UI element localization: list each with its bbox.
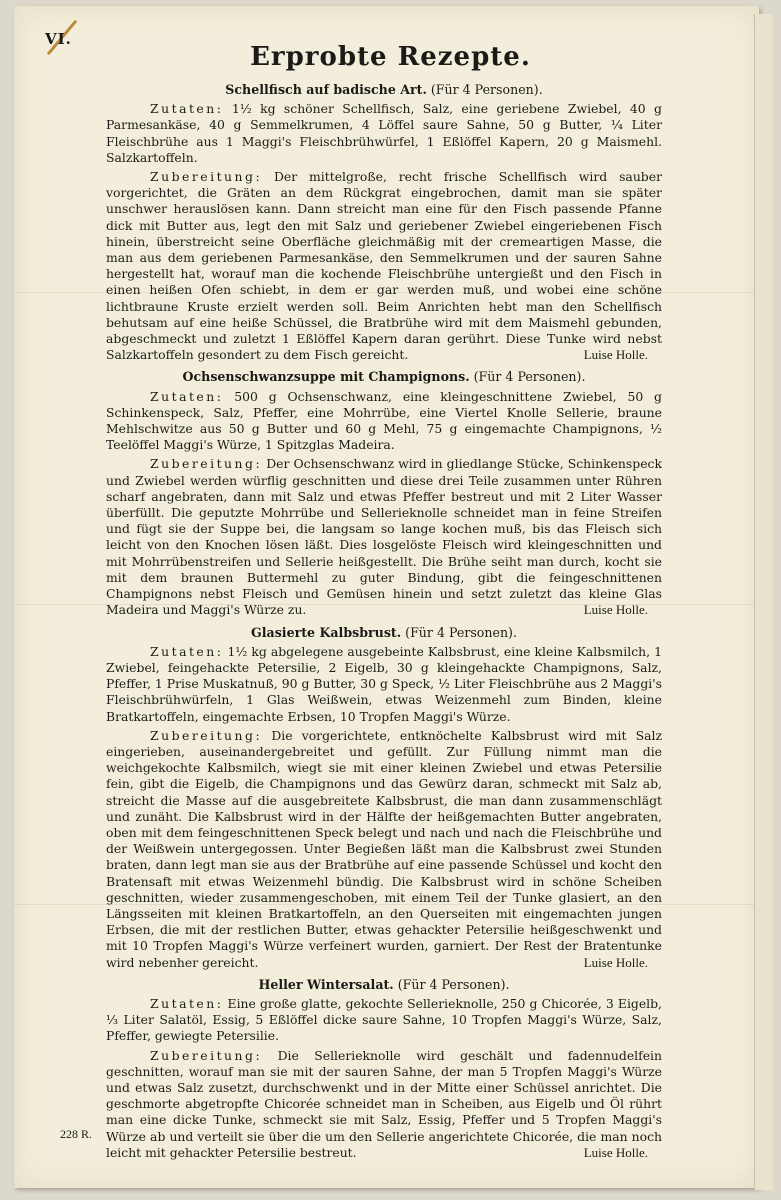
preparation-text: Die Sellerieknolle wird geschält und fadennudelfein geschnitten, worauf man sie mit der sauren Sahne, der man 5 Tropfen Maggi's Würze und etwas Salz zusetzt, durchschwenkt und in der Mitte einer Schüssel anrichtet. Die geschmorte abgetropfte Chicorée schneidet man in Scheiben, aus Eigelb und Öl rührt man eine dicke Tunke, schmeckt sie mit Salz, Essig, Pfeffer und 5 Tropfen Maggi's Würze ab und verteilt sie über die um den Sellerie angerichtete Chicorée, die man noch leicht mit gehackter Petersilie bestreut. bbox=[106, 1047, 662, 1160]
recipe-persons: (Für 4 Personen). bbox=[430, 82, 543, 97]
recipe-persons: (Für 4 Personen). bbox=[473, 369, 586, 385]
recipe-persons: (Für 4 Personen). bbox=[397, 976, 510, 992]
recipe bbox=[106, 977, 662, 1161]
recipe-heading bbox=[106, 625, 662, 641]
preparation-paragraph bbox=[106, 728, 662, 971]
preparation-paragraph bbox=[106, 169, 662, 363]
ingredients-label: Zutaten: bbox=[150, 995, 224, 1011]
preparation-text: Der mittelgroße, recht frische Schellfisch wird sauber vorgerichtet, die Gräten an dem Rückgrat eingebrochen, damit man sie später unschwer herauslösen kann. Dann streicht man eine für den Fisch passende Pfanne dick mit Butter aus, legt den mit Salz und geriebener Zwiebel eingeriebenen Fisch hinein, überstreicht seine Oberfläche gleichmäßig mit der cremeartigen Masse, die man aus dem geriebenen Parmesankäse, den Semmelkrumen und der sauren Sahne hergestellt hat, worauf man die kochende Fleischbrühe untergießt und den Fisch in einen heißen Ofen schiebt, in dem er gar werden muß, und wobei eine schöne lichtbraune Kruste erzielt werden soll. Beim Anrichten hebt man den Schellfisch behutsam auf eine heiße Schüssel, die Bratbrühe wird mit dem Maismehl gebunden, abgeschmeckt und zuletzt 1 Eßlöffel Kapern daran gerührt. Diese Tunke wird nebst Salzkartoffeln gesondert zu dem Fisch gereicht. bbox=[106, 169, 662, 363]
ingredients-label: Zutaten: bbox=[150, 101, 224, 117]
recipe bbox=[106, 82, 662, 363]
preparation-label: Zubereitung: bbox=[150, 169, 263, 185]
preparation-paragraph bbox=[106, 1048, 662, 1161]
recipe-author: Luise Holle. bbox=[583, 602, 648, 618]
paper-edge bbox=[754, 14, 773, 1190]
preparation-text: Der Ochsenschwanz wird in gliedlange Stücke, Schinkenspeck und Zwiebel werden würflig geschnitten und diese drei Teile zusammen unter Rühren scharf angebraten, dann mit Salz und etwas Pfeffer bestreut und mit 2 Liter Wasser überfüllt. Die geputzte Mohrrübe und Sellerieknolle schneidet man in feine Streifen und fügt sie der Suppe bei, die langsam so lange kochen muß, bis das Fleisch sich leicht von den Knochen lösen läßt. Dies losgelöste Fleisch wird kleingeschnitten und mit Mohrrübenstreifen und Sellerie heißgestellt. Die Brühe seiht man durch, kocht sie mit dem braunen Buttermehl zu guter Bindung, gibt die feingeschnittenen Champignons nebst Fleisch und Gemüsen hinein und setzt zuletzt das kleine Glas Madeira und Maggi's Würze zu. bbox=[106, 456, 662, 618]
recipe-name: Glasierte Kalbsbrust. bbox=[251, 624, 402, 640]
recipe-heading bbox=[106, 977, 662, 993]
recipe-author: Luise Holle. bbox=[583, 1144, 648, 1160]
ingredients-paragraph bbox=[106, 101, 662, 166]
ingredients-paragraph bbox=[106, 389, 662, 454]
recipe-name: Ochsenschwanzsuppe mit Champignons. bbox=[182, 369, 470, 385]
recipe-heading bbox=[106, 82, 662, 98]
recipe-name: Heller Wintersalat. bbox=[258, 976, 394, 992]
recipe-name: Schellfisch auf badische Art. bbox=[225, 82, 427, 97]
recipe bbox=[106, 625, 662, 971]
ingredients-text: Eine große glatte, gekochte Sellerieknolle, 250 g Chicorée, 3 Eigelb, ⅓ Liter Salatöl, Essig, 5 Eßlöffel dicke saure Sahne, 10 Tropfen Maggi's Würze, Salz, Pfeffer, gewiegte Petersilie. bbox=[106, 995, 662, 1044]
print-code: 228 R. bbox=[60, 1127, 93, 1141]
ingredients-paragraph bbox=[106, 996, 662, 1045]
recipe-author: Luise Holle. bbox=[583, 954, 648, 970]
ingredients-label: Zutaten: bbox=[150, 643, 224, 659]
page-title: Erprobte Rezepte. bbox=[250, 42, 531, 72]
ingredients-text: 1½ kg abgelegene ausgebeinte Kalbsbrust, eine kleine Kalbsmilch, 1 Zwiebel, feingehackte Petersilie, 2 Eigelb, 30 g kleingehackte Champignons, Salz, Pfeffer, 1 Prise Muskatnuß, 90 g Butter, 30 g Speck, ½ Liter Fleischbrühe aus 2 Maggi's Fleischbrühwürfeln, 1 Glas Weißwein, etwas Weizenmehl zum Binden, kleine Bratkartoffeln, eingemachte Erbsen, 10 Tropfen Maggi's Würze. bbox=[106, 643, 662, 724]
corner-mark: VI. bbox=[45, 30, 72, 48]
preparation-label: Zubereitung: bbox=[150, 727, 263, 743]
recipe-heading bbox=[106, 369, 662, 385]
preparation-text: Die vorgerichtete, entknöchelte Kalbsbrust wird mit Salz eingerieben, auseinandergebreitet und gefüllt. Zur Füllung nimmt man die weichgekochte Kalbsmilch, wiegt sie mit einer kleinen Zwiebel und etwas Petersilie fein, gibt die Eigelb, die Champignons und das Gewürz daran, schmeckt mit Salz ab, streicht die Masse auf die ausgebreitete Kalbsbrust, die man dann zusammenschlägt und zunäht. Die Kalbsbrust wird in der Hälfte der heißgemachten Butter angebraten, oben mit dem feingeschnittenen Speck belegt und nach und nach die Fleischbrühe und der Weißwein untergegossen. Unter Begießen läßt man die Kalbsbrust zwei Stunden braten, dann legt man sie aus der Bratbrühe auf eine passende Schüssel und kocht den Bratensaft mit etwas Weizenmehl bündig. Die Kalbsbrust wird in schöne Scheiben geschnitten, wieder zusammengeschoben, mit einem Teil der Tunke glasiert, an den Längsseiten mit kleinen Bratkartoffeln, an den Querseiten mit eingemachten jungen Erbsen, die mit der restlichen Butter, etwas gehackter Petersilie heißgeschwenkt und mit 10 Tropfen Maggi's Würze verfeinert wurden, garniert. Der Rest der Bratentunke wird nebenher gereicht. bbox=[106, 727, 662, 970]
recipe bbox=[106, 369, 662, 618]
preparation-paragraph bbox=[106, 456, 662, 618]
ingredients-text: 1½ kg schöner Schellfisch, Salz, eine geriebene Zwiebel, 40 g Parmesankäse, 40 g Semmelkrumen, 4 Löffel saure Sahne, 50 g Butter, ¼ Liter Fleischbrühe aus 1 Maggi's Fleischbrühwürfel, 1 Eßlöffel Kapern, 20 g Maismehl. Salzkartoffeln. bbox=[106, 101, 662, 165]
recipe-persons: (Für 4 Personen). bbox=[405, 624, 517, 640]
recipe-author: Luise Holle. bbox=[583, 347, 648, 363]
ingredients-text: 500 g Ochsenschwanz, eine kleingeschnittene Zwiebel, 50 g Schinkenspeck, Salz, Pfeffer, eine Mohrrübe, eine Viertel Knolle Sellerie, braune Mehlschwitze aus 50 g Butter und 60 g Mehl, 75 g eingemachte Champignons, ½ Teelöffel Maggi's Würze, 1 Spitzglas Madeira. bbox=[106, 388, 662, 453]
preparation-label: Zubereitung: bbox=[150, 456, 263, 472]
ingredients-label: Zutaten: bbox=[150, 388, 224, 404]
recipe-list bbox=[106, 82, 662, 1167]
ingredients-paragraph bbox=[106, 644, 662, 725]
preparation-label: Zubereitung: bbox=[150, 1047, 263, 1063]
